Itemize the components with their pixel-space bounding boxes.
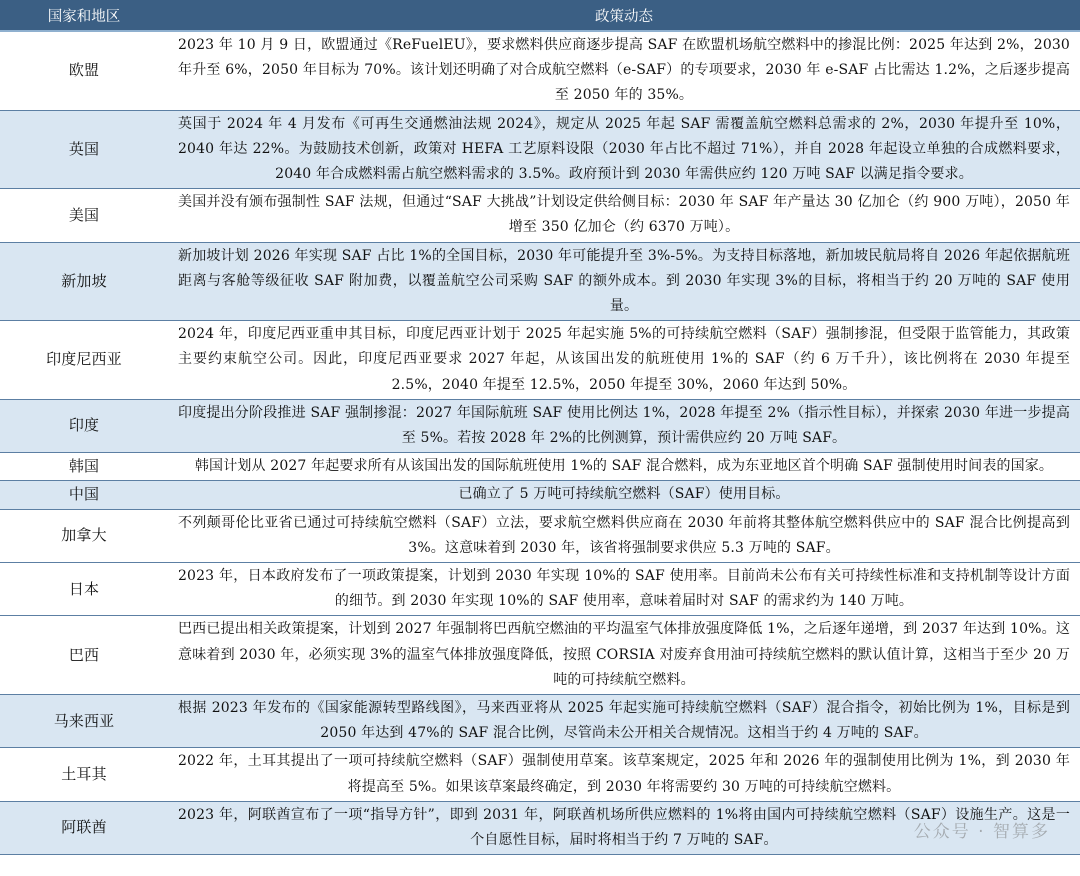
table-row	[0, 695, 1080, 748]
table-row	[0, 31, 1080, 110]
policy-cell: 新加坡计划 2026 年实现 SAF 占比 1%的全国目标，2030 年可能提升至 3%-5%。为支持目标落地，新加坡民航局将自 2026 年起依据航班距离与客舱等级征收 SAF 附加费，以覆盖航空公司采购 SAF 的额外成本。到 2030 年实现 3%的目标，将相当于约 20 万吨的 SAF 使用量。	[168, 242, 1080, 321]
region-cell: 加拿大	[0, 509, 168, 562]
policy-cell: 根据 2023 年发布的《国家能源转型路线图》，马来西亚将从 2025 年起实施可持续航空燃料（SAF）混合指令，初始比例为 1%，目标是到 2050 年达到 47%的 SAF 混合比例，尽管尚未公开相关合规情况。这相当于约 4 万吨的 SAF。	[168, 695, 1080, 748]
region-cell: 土耳其	[0, 748, 168, 801]
table-row	[0, 563, 1080, 616]
region-cell: 马来西亚	[0, 695, 168, 748]
region-cell: 印度尼西亚	[0, 321, 168, 400]
table-row	[0, 321, 1080, 400]
region-cell: 欧盟	[0, 31, 168, 110]
region-cell: 韩国	[0, 453, 168, 481]
region-cell: 阿联酋	[0, 801, 168, 854]
policy-cell: 2023 年 10 月 9 日，欧盟通过《ReFuelEU》，要求燃料供应商逐步提高 SAF 在欧盟机场航空燃料中的掺混比例：2025 年达到 2%，2030 年升至 6%，2050 年目标为 70%。该计划还明确了对合成航空燃料（e-SAF）的专项要求，2030 年 e-SAF 占比需达 1.2%，之后逐步提高至 2050 年的 35%。	[168, 31, 1080, 110]
table-row	[0, 453, 1080, 481]
policy-cell: 巴西已提出相关政策提案，计划到 2027 年强制将巴西航空燃油的平均温室气体排放强度降低 1%，之后逐年递增，到 2037 年达到 10%。这意味着到 2030 年，必须实现 3%的温室气体排放强度降低，按照 CORSIA 对废弃食用油可持续航空燃料的默认值计算，这相当于至少 20 万吨的可持续航空燃料。	[168, 616, 1080, 695]
region-cell: 美国	[0, 189, 168, 242]
policy-cell: 2023 年，日本政府发布了一项政策提案，计划到 2030 年实现 10%的 SAF 使用率。目前尚未公布有关可持续性标准和支持机制等设计方面的细节。到 2030 年实现 10%的 SAF 使用率，意味着届时对 SAF 的需求约为 140 万吨。	[168, 563, 1080, 616]
table-row	[0, 616, 1080, 695]
region-cell: 中国	[0, 481, 168, 509]
policy-cell: 2022 年，土耳其提出了一项可持续航空燃料（SAF）强制使用草案。该草案规定，2025 年和 2026 年的强制使用比例为 1%，到 2030 年将提高至 5%。如果该草案最终确定，到 2030 年将需要约 30 万吨的可持续航空燃料。	[168, 748, 1080, 801]
region-cell: 巴西	[0, 616, 168, 695]
policy-cell: 2023 年，阿联酋宣布了一项“指导方针”，即到 2031 年，阿联酋机场所供应燃料的 1%将由国内可持续航空燃料（SAF）设施生产。这是一个自愿性目标，届时将相当于约 7 万吨的 SAF。	[168, 801, 1080, 854]
header-policy: 政策动态	[168, 0, 1080, 31]
region-cell: 印度	[0, 399, 168, 452]
policy-cell: 韩国计划从 2027 年起要求所有从该国出发的国际航班使用 1%的 SAF 混合燃料，成为东亚地区首个明确 SAF 强制使用时间表的国家。	[168, 453, 1080, 481]
table-row	[0, 748, 1080, 801]
policy-cell: 2024 年，印度尼西亚重申其目标，印度尼西亚计划于 2025 年起实施 5%的可持续航空燃料（SAF）强制掺混，但受限于监管能力，其政策主要约束航空公司。因此，印度尼西亚要求 2027 年起，从该国出发的航班使用 1%的 SAF（约 6 万千升），该比例将在 2030 年提至 2.5%，2040 年提至 12.5%，2050 年提至 30%，2060 年达到 50%。	[168, 321, 1080, 400]
region-cell: 日本	[0, 563, 168, 616]
region-cell: 英国	[0, 110, 168, 189]
region-cell: 新加坡	[0, 242, 168, 321]
policy-cell: 英国于 2024 年 4 月发布《可再生交通燃油法规 2024》，规定从 2025 年起 SAF 需覆盖航空燃料总需求的 2%，2030 年提升至 10%，2040 年达 22%。为鼓励技术创新，政策对 HEFA 工艺原料设限（2030 年占比不超过 71%），并自 2028 年起设立单独的合成燃料要求，2040 年合成燃料需占航空燃料需求的 3.5%。政府预计到 2030 年需供应约 120 万吨 SAF 以满足指令要求。	[168, 110, 1080, 189]
header-region: 国家和地区	[0, 0, 168, 31]
table-row	[0, 242, 1080, 321]
table-row	[0, 110, 1080, 189]
watermark: 公众号 · 智算多	[913, 822, 1050, 842]
table-row	[0, 481, 1080, 509]
policy-cell: 美国并没有颁布强制性 SAF 法规，但通过“SAF 大挑战”计划设定供给侧目标：2030 年 SAF 年产量达 30 亿加仑（约 900 万吨），2050 年增至 350 亿加仑（约 6370 万吨）。	[168, 189, 1080, 242]
policy-cell: 印度提出分阶段推进 SAF 强制掺混：2027 年国际航班 SAF 使用比例达 1%，2028 年提至 2%（指示性目标），并探索 2030 年进一步提高至 5%。若按 2028 年 2%的比例测算，预计需供应约 20 万吨 SAF。	[168, 399, 1080, 452]
policy-cell: 不列颠哥伦比亚省已通过可持续航空燃料（SAF）立法，要求航空燃料供应商在 2030 年前将其整体航空燃料供应中的 SAF 混合比例提高到 3%。这意味着到 2030 年，该省将强制要求供应 5.3 万吨的 SAF。	[168, 509, 1080, 562]
table-row	[0, 509, 1080, 562]
policy-cell: 已确立了 5 万吨可持续航空燃料（SAF）使用目标。	[168, 481, 1080, 509]
table-row	[0, 189, 1080, 242]
table-row	[0, 399, 1080, 452]
table-header-row	[0, 0, 1080, 31]
